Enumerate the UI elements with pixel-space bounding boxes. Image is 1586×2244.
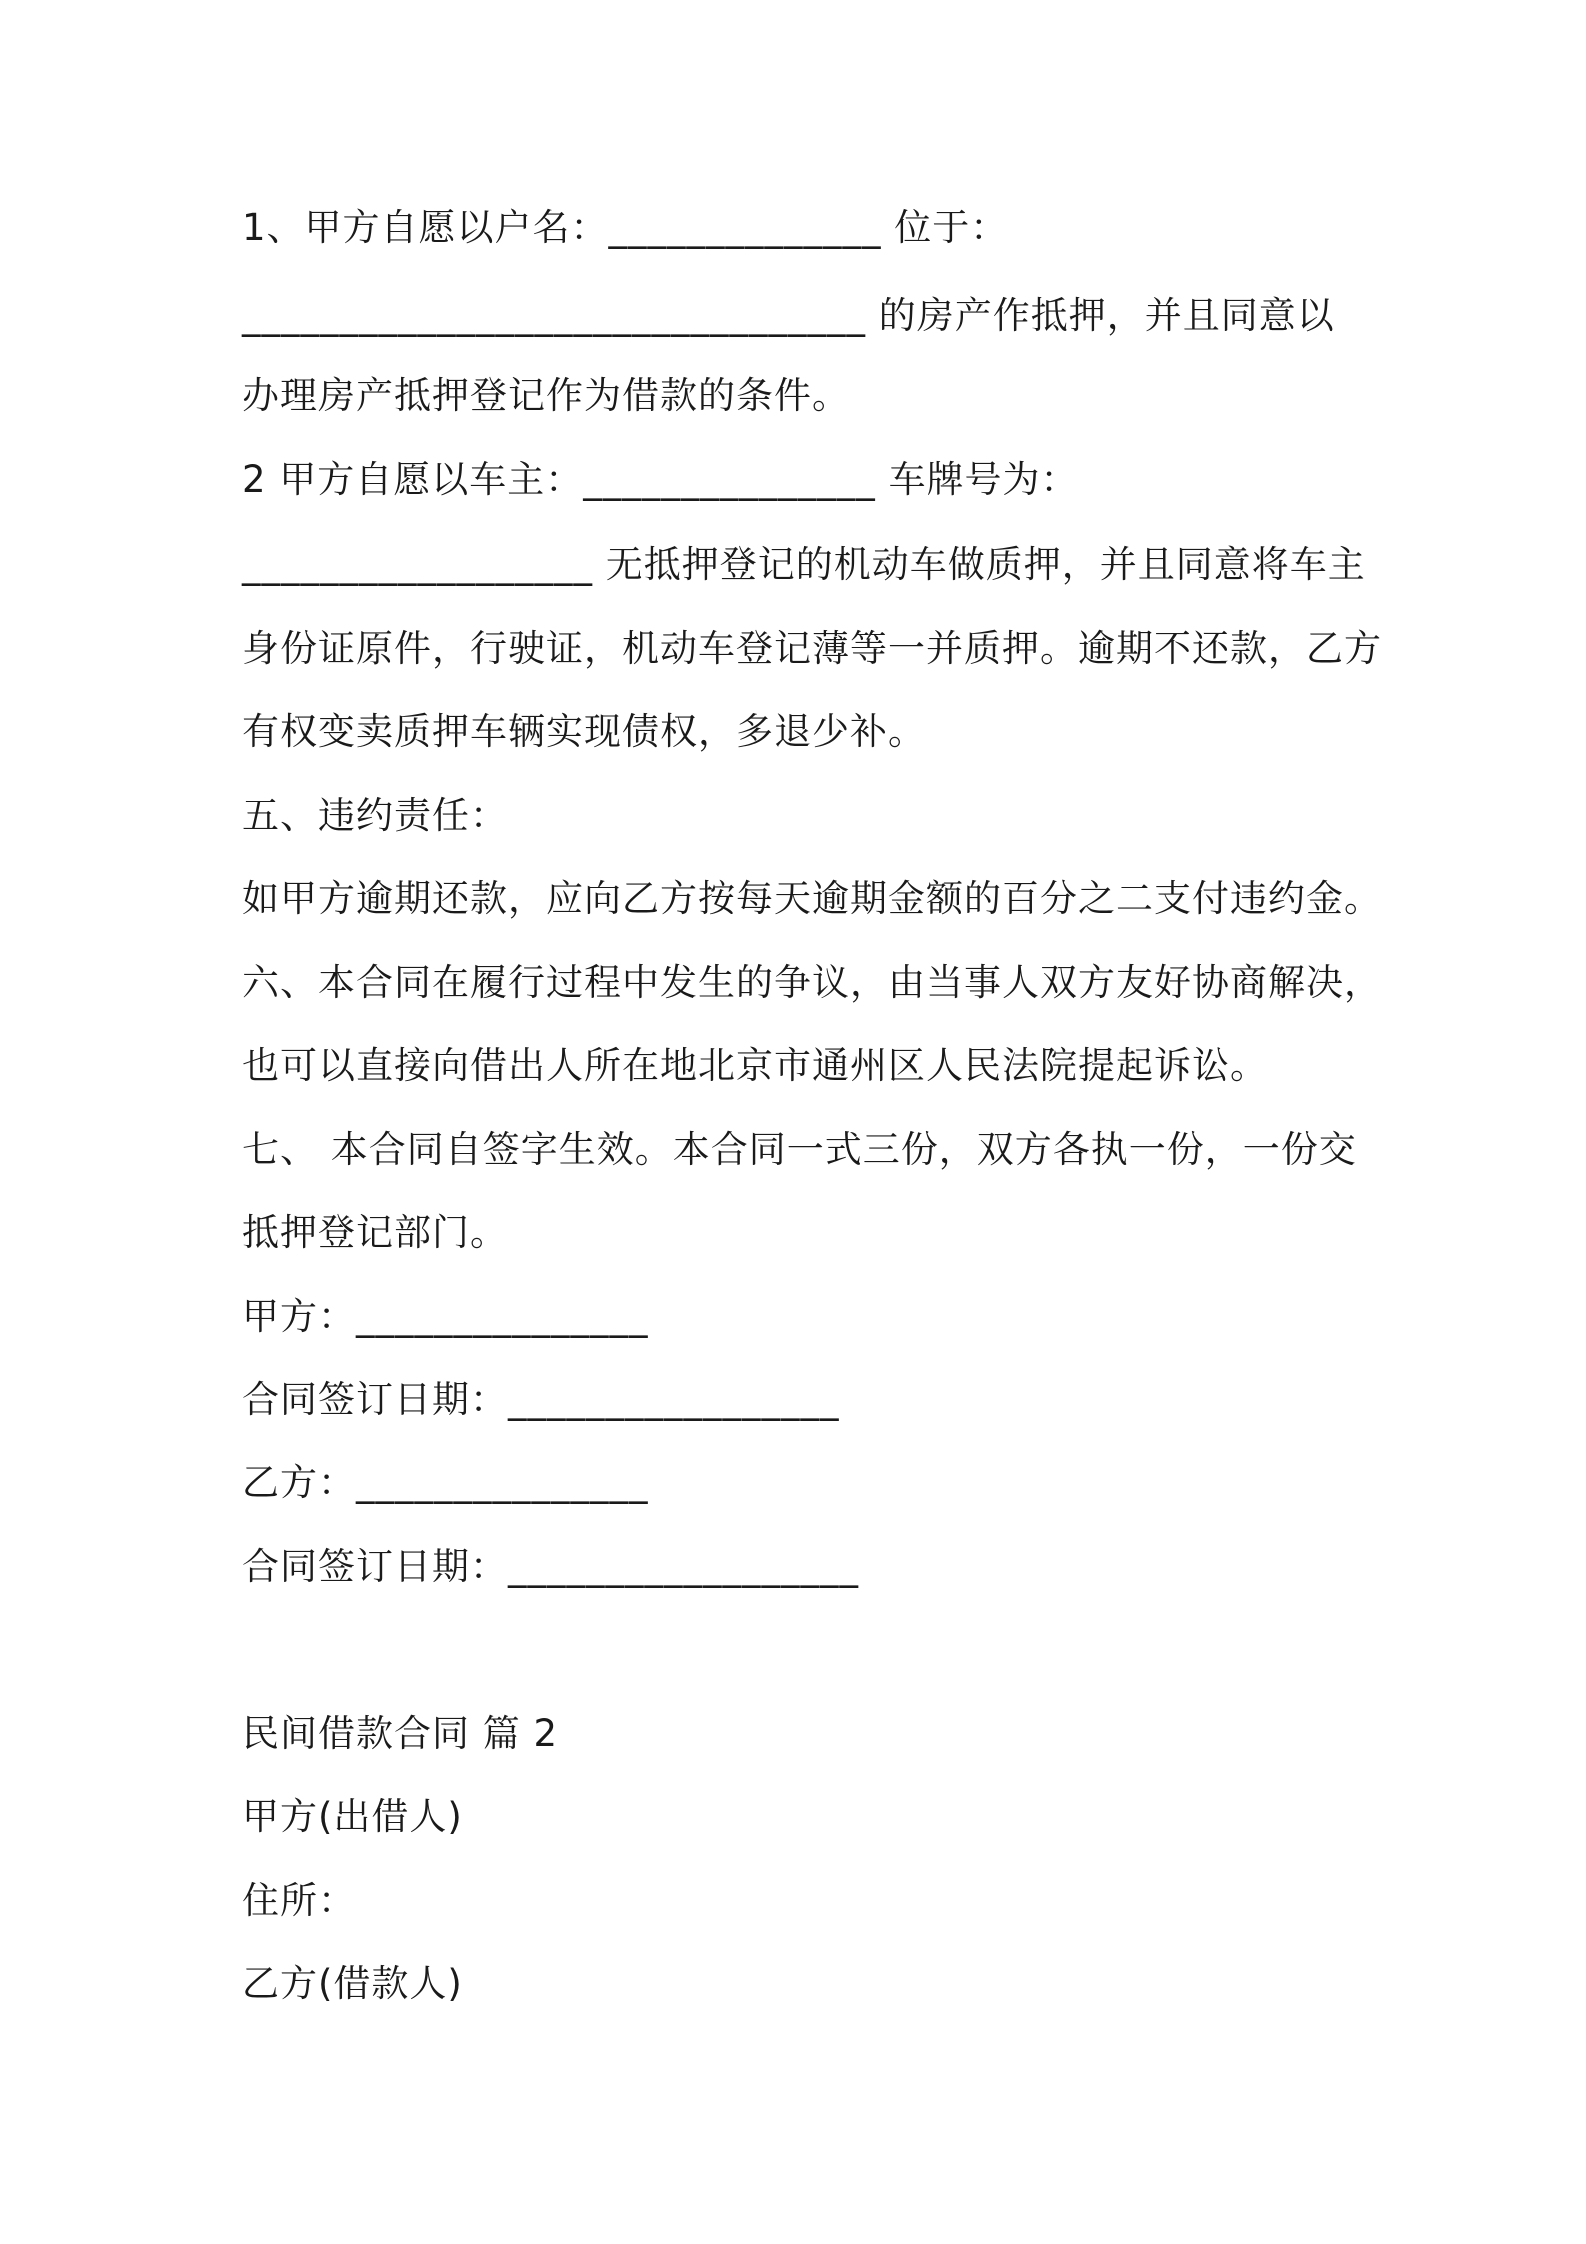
clause-2-line-1: 2 甲方自愿以车主：_______________ 车牌号为： [242,458,1079,501]
clause-2-line-3: 身份证原件，行驶证，机动车登记薄等一并质押。逾期不还款，乙方 [242,627,1382,670]
contract-2-party-a: 甲方(出借人) [242,1795,463,1838]
signature-party-b: 乙方：_______________ [242,1461,649,1504]
clause-1-line-2: ________________________________ 的房产作抵押，并且同意以 [242,294,1335,337]
clause-1-line-1: 1、甲方自愿以户名：______________ 位于： [242,206,1009,249]
contract-2-party-b: 乙方(借款人) [242,1962,463,2005]
contract-2-address: 住所： [242,1879,356,1922]
section-5-body: 如甲方逾期还款，应向乙方按每天逾期金额的百分之二支付违约金。 [242,877,1382,920]
contract-2-title: 民间借款合同 篇 2 [242,1712,559,1755]
clause-1-line-3: 办理房产抵押登记作为借款的条件。 [242,374,850,417]
section-6-line-1: 六、本合同在履行过程中发生的争议，由当事人双方友好协商解决， [242,961,1382,1004]
section-5-heading: 五、违约责任： [242,794,508,837]
clause-2-line-4: 有权变卖质押车辆实现债权，多退少补。 [242,710,926,753]
clause-2-line-2: __________________ 无抵押登记的机动车做质押，并且同意将车主 [242,543,1366,586]
section-7-line-1: 七、 本合同自签字生效。本合同一式三份，双方各执一份，一份交 [242,1128,1357,1171]
signature-date-a: 合同签订日期：_________________ [242,1378,840,1421]
section-6-line-2: 也可以直接向借出人所在地北京市通州区人民法院提起诉讼。 [242,1044,1268,1087]
signature-date-b: 合同签订日期：__________________ [242,1545,859,1588]
section-7-line-2: 抵押登记部门。 [242,1211,508,1254]
signature-party-a: 甲方：_______________ [242,1295,649,1338]
